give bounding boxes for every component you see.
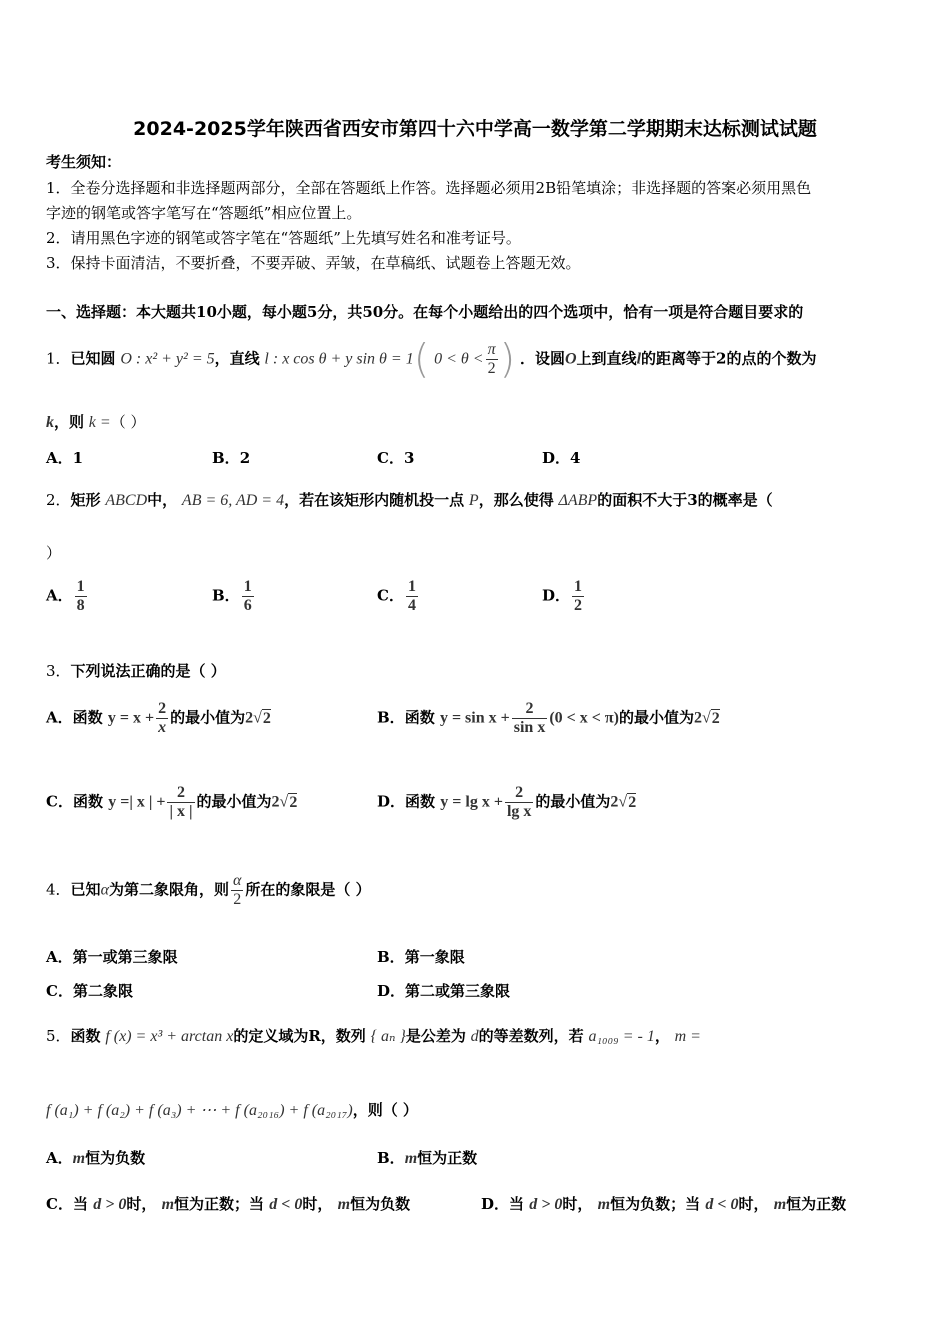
q4-option-d[interactable]: D．第二或第三象限 — [377, 982, 511, 1000]
section-heading: 一、选择题：本大题共10小题，每小题5分，共50分。在每个小题给出的四个选项中，恰有一项是符合题目要求的 — [46, 303, 804, 321]
q1-option-a[interactable]: A．1 — [46, 449, 84, 467]
notice-item-2: 2．请用黑色字迹的钢笔或答字笔在“答题纸”上先填写姓名和准考证号。 — [46, 229, 521, 247]
q3-option-d[interactable]: D．函数 y = lg x + $\frac{2}{\text{lg x}}$ 的最小值为2√2 — [377, 784, 637, 820]
q3-option-c[interactable]: C．函数 y =| x | + $\frac{2}{| x |}$ 的最小值为2√2 — [46, 784, 298, 820]
question-4-stem: 4．已知α为第二象限角，则 $\frac{\alpha}{2}$ 所在的象限是（ ） — [46, 872, 371, 908]
q5-option-a[interactable]: A．m恒为负数 — [46, 1149, 146, 1167]
q5-option-b[interactable]: B．m恒为正数 — [377, 1149, 478, 1167]
pi-over-two: $\frac{\pi}{2}$ — [487, 341, 496, 377]
question-1-stem: 1．已知圆 O : x² + y² = 5，直线 l : x cos θ + y sin θ = 1( 0 < θ < $\frac{\pi}{2}$ ) ．设圆O上到直线l的距离等于2的点的个数为 — [46, 336, 817, 383]
q5-option-d[interactable]: D．当 d > 0时， m恒为负数；当 d < 0时， m恒为正数 — [481, 1195, 847, 1213]
question-5-stem: 5．函数 f (x) = x³ + arctan x的定义域为R，数列 { aₙ }是公差为 d的等差数列，若 a₁₀₀₉ = - 1， m = — [46, 1027, 701, 1045]
q2-option-b[interactable]: B． $\frac{1}{6}$ — [212, 578, 252, 614]
notice-item-1b: 字迹的钢笔或答字笔写在“答题纸”相应位置上。 — [46, 204, 362, 222]
q1-option-c[interactable]: C．3 — [377, 449, 415, 467]
question-2-stem: 2．矩形 ABCD中， AB = 6, AD = 4，若在该矩形内随机投一点 P，那么使得 ΔABP的面积不大于3的概率是（ — [46, 491, 773, 509]
question-1-stem-2: k，则 k =（ ） — [46, 413, 146, 431]
notice-item-1a: 1．全卷分选择题和非选择题两部分，全部在答题纸上作答。选择题必须用2B铅笔填涂；非选择题的答案必须用黑色 — [46, 179, 812, 197]
q1-option-b[interactable]: B．2 — [212, 449, 251, 467]
q1-option-d[interactable]: D．4 — [542, 449, 581, 467]
notice-item-3: 3．保持卡面清洁，不要折叠，不要弄破、弄皱，在草稿纸、试题卷上答题无效。 — [46, 254, 581, 272]
q2-option-a[interactable]: A． $\frac{1}{8}$ — [46, 578, 85, 614]
question-2-stem-2: ） — [46, 544, 62, 562]
q2-option-d[interactable]: D． $\frac{1}{2}$ — [542, 578, 583, 614]
q3-option-a[interactable]: A．函数 y = x + $\frac{2}{x}$ 的最小值为2√2 — [46, 700, 271, 736]
q4-option-c[interactable]: C．第二象限 — [46, 982, 133, 1000]
notice-heading: 考生须知： — [46, 153, 122, 171]
question-3-stem: 3．下列说法正确的是（ ） — [46, 662, 226, 680]
q4-option-b[interactable]: B．第一象限 — [377, 948, 465, 966]
q3-option-b[interactable]: B．函数 y = sin x + $\frac{2}{\text{sin x}}$ (0 < x < π)的最小值为2√2 — [377, 700, 720, 736]
line-equation: l : x cos θ + y sin θ = 1 — [264, 350, 414, 368]
q2-option-c[interactable]: C． $\frac{1}{4}$ — [377, 578, 416, 614]
q5-option-c[interactable]: C．当 d > 0时， m恒为正数；当 d < 0时， m恒为负数 — [46, 1195, 411, 1213]
circle-equation: O : x² + y² = 5 — [120, 350, 215, 368]
page-title: 2024-2025学年陕西省西安市第四十六中学高一数学第二学期期末达标测试试题 — [133, 118, 817, 140]
question-number: 1． — [46, 349, 71, 368]
question-5-stem-2: f (a₁) + f (a₂) + f (a₃) + ⋯ + f (a₂₀₁₆) + f (a₂₀₁₇)，则（ ） — [46, 1101, 418, 1119]
q4-option-a[interactable]: A．第一或第三象限 — [46, 948, 178, 966]
